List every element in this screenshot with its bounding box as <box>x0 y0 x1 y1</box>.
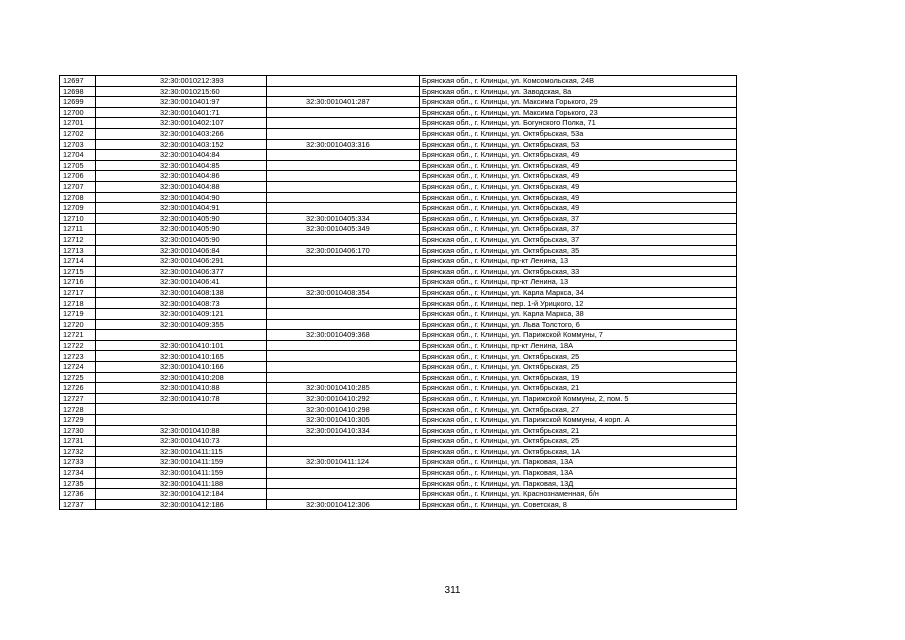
row-number-cell: 12697 <box>60 76 96 87</box>
row-number-cell: 12703 <box>60 139 96 150</box>
table-row <box>60 213 737 224</box>
address-cell: Брянская обл., г. Клинцы, пр-кт Ленина, 13 <box>420 277 737 288</box>
cadastral-number-parcel-cell: 32:30:0010401:97 <box>96 97 267 108</box>
cadastral-number-building-cell <box>267 160 420 171</box>
table-row <box>60 404 737 415</box>
address-cell: Брянская обл., г. Клинцы, ул. Октябрьская, 49 <box>420 160 737 171</box>
row-number-cell: 12716 <box>60 277 96 288</box>
row-number-cell: 12708 <box>60 192 96 203</box>
cadastral-number-parcel-cell: 32:30:0010409:355 <box>96 319 267 330</box>
cadastral-number-parcel-cell: 32:30:0010215:60 <box>96 86 267 97</box>
cadastral-number-building-cell: 32:30:0010405:349 <box>267 224 420 235</box>
cadastral-number-building-cell: 32:30:0010408:354 <box>267 287 420 298</box>
table-row <box>60 86 737 97</box>
cadastral-number-parcel-cell: 32:30:0010410:165 <box>96 351 267 362</box>
page-number: 311 <box>444 585 461 596</box>
address-cell: Брянская обл., г. Клинцы, ул. Октябрьская, 49 <box>420 203 737 214</box>
cadastral-number-building-cell <box>267 277 420 288</box>
cadastral-number-parcel-cell: 32:30:0010404:88 <box>96 181 267 192</box>
cadastral-number-parcel-cell: 32:30:0010403:152 <box>96 139 267 150</box>
address-cell: Брянская обл., г. Клинцы, ул. Октябрьская, 25 <box>420 362 737 373</box>
address-cell: Брянская обл., г. Клинцы, ул. Комсомольская, 24В <box>420 76 737 87</box>
table-row <box>60 457 737 468</box>
table-row <box>60 467 737 478</box>
row-number-cell: 12733 <box>60 457 96 468</box>
row-number-cell: 12725 <box>60 372 96 383</box>
row-number-cell: 12711 <box>60 224 96 235</box>
row-number-cell: 12704 <box>60 150 96 161</box>
address-cell: Брянская обл., г. Клинцы, ул. Карла Маркса, 38 <box>420 309 737 320</box>
row-number-cell: 12734 <box>60 467 96 478</box>
cadastral-number-building-cell: 32:30:0010410:334 <box>267 425 420 436</box>
row-number-cell: 12705 <box>60 160 96 171</box>
table-row <box>60 298 737 309</box>
address-cell: Брянская обл., г. Клинцы, ул. Парковая, 13А <box>420 457 737 468</box>
cadastral-number-building-cell <box>267 478 420 489</box>
row-number-cell: 12730 <box>60 425 96 436</box>
cadastral-number-building-cell <box>267 340 420 351</box>
table-row <box>60 171 737 182</box>
address-cell: Брянская обл., г. Клинцы, ул. Парижской Коммуны, 7 <box>420 330 737 341</box>
row-number-cell: 12723 <box>60 351 96 362</box>
address-cell: Брянская обл., г. Клинцы, ул. Октябрьская, 49 <box>420 150 737 161</box>
cadastral-number-parcel-cell: 32:30:0010410:78 <box>96 393 267 404</box>
address-cell: Брянская обл., г. Клинцы, ул. Октябрьская, 35 <box>420 245 737 256</box>
table-row <box>60 351 737 362</box>
address-cell: Брянская обл., г. Клинцы, ул. Октябрьская, 19 <box>420 372 737 383</box>
table-row <box>60 436 737 447</box>
table-row <box>60 118 737 129</box>
row-number-cell: 12726 <box>60 383 96 394</box>
address-cell: Брянская обл., г. Клинцы, пр-кт Ленина, 13 <box>420 256 737 267</box>
cadastral-number-building-cell <box>267 266 420 277</box>
cadastral-number-building-cell <box>267 181 420 192</box>
address-cell: Брянская обл., г. Клинцы, ул. Карла Маркса, 34 <box>420 287 737 298</box>
address-cell: Брянская обл., г. Клинцы, ул. Краснознаменная, б/н <box>420 489 737 500</box>
table-row <box>60 319 737 330</box>
address-cell: Брянская обл., г. Клинцы, ул. Октябрьская, 1А <box>420 446 737 457</box>
table-row <box>60 139 737 150</box>
cadastral-number-building-cell <box>267 319 420 330</box>
address-cell: Брянская обл., г. Клинцы, ул. Богунского Полка, 71 <box>420 118 737 129</box>
row-number-cell: 12728 <box>60 404 96 415</box>
cadastral-number-building-cell: 32:30:0010410:305 <box>267 415 420 426</box>
address-cell: Брянская обл., г. Клинцы, ул. Льва Толстого, 6 <box>420 319 737 330</box>
address-cell: Брянская обл., г. Клинцы, ул. Октябрьская, 21 <box>420 425 737 436</box>
table-row <box>60 245 737 256</box>
table-row <box>60 330 737 341</box>
row-number-cell: 12709 <box>60 203 96 214</box>
cadastral-number-parcel-cell: 32:30:0010410:101 <box>96 340 267 351</box>
table-row <box>60 97 737 108</box>
address-cell: Брянская обл., г. Клинцы, ул. Октябрьская, 53а <box>420 128 737 139</box>
table-row <box>60 181 737 192</box>
cadastral-number-building-cell <box>267 150 420 161</box>
cadastral-number-parcel-cell: 32:30:0010404:86 <box>96 171 267 182</box>
address-cell: Брянская обл., г. Клинцы, ул. Парижской Коммуны, 2, пом. 5 <box>420 393 737 404</box>
cadastral-number-building-cell <box>267 192 420 203</box>
cadastral-number-building-cell <box>267 203 420 214</box>
cadastral-number-parcel-cell: 32:30:0010408:73 <box>96 298 267 309</box>
cadastral-number-parcel-cell: 32:30:0010404:84 <box>96 150 267 161</box>
row-number-cell: 12731 <box>60 436 96 447</box>
cadastral-number-building-cell: 32:30:0010412:306 <box>267 499 420 510</box>
cadastral-number-parcel-cell: 32:30:0010412:186 <box>96 499 267 510</box>
table-row <box>60 160 737 171</box>
cadastral-number-building-cell: 32:30:0010405:334 <box>267 213 420 224</box>
address-cell: Брянская обл., г. Клинцы, ул. Октябрьская, 37 <box>420 224 737 235</box>
cadastral-number-building-cell: 32:30:0010410:298 <box>267 404 420 415</box>
cadastral-number-parcel-cell: 32:30:0010401:71 <box>96 107 267 118</box>
row-number-cell: 12720 <box>60 319 96 330</box>
cadastral-number-building-cell <box>267 128 420 139</box>
cadastral-number-building-cell <box>267 298 420 309</box>
address-cell: Брянская обл., г. Клинцы, ул. Парковая, 13А <box>420 467 737 478</box>
cadastral-number-parcel-cell: 32:30:0010404:85 <box>96 160 267 171</box>
cadastral-number-building-cell <box>267 309 420 320</box>
row-number-cell: 12722 <box>60 340 96 351</box>
table-row <box>60 372 737 383</box>
address-cell: Брянская обл., г. Клинцы, ул. Октябрьская, 49 <box>420 192 737 203</box>
cadastral-number-building-cell <box>267 76 420 87</box>
cadastral-number-building-cell <box>267 362 420 373</box>
address-cell: Брянская обл., г. Клинцы, ул. Октябрьская, 33 <box>420 266 737 277</box>
row-number-cell: 12714 <box>60 256 96 267</box>
table-row <box>60 383 737 394</box>
row-number-cell: 12718 <box>60 298 96 309</box>
row-number-cell: 12717 <box>60 287 96 298</box>
table-row <box>60 499 737 510</box>
table-row <box>60 362 737 373</box>
row-number-cell: 12710 <box>60 213 96 224</box>
table-row <box>60 224 737 235</box>
cadastral-number-parcel-cell: 32:30:0010410:73 <box>96 436 267 447</box>
cadastral-number-parcel-cell: 32:30:0010406:84 <box>96 245 267 256</box>
address-cell: Брянская обл., г. Клинцы, ул. Октябрьская, 37 <box>420 213 737 224</box>
cadastral-number-building-cell <box>267 489 420 500</box>
cadastral-number-parcel-cell: 32:30:0010410:88 <box>96 383 267 394</box>
cadastral-number-parcel-cell: 32:30:0010409:121 <box>96 309 267 320</box>
cadastral-number-building-cell <box>267 351 420 362</box>
address-cell: Брянская обл., г. Клинцы, ул. Октябрьская, 53 <box>420 139 737 150</box>
registry-table <box>59 75 737 510</box>
cadastral-number-building-cell: 32:30:0010403:316 <box>267 139 420 150</box>
cadastral-number-parcel-cell: 32:30:0010404:90 <box>96 192 267 203</box>
cadastral-number-building-cell <box>267 436 420 447</box>
table-row <box>60 340 737 351</box>
table-row <box>60 309 737 320</box>
address-cell: Брянская обл., г. Клинцы, ул. Октябрьская, 25 <box>420 351 737 362</box>
row-number-cell: 12732 <box>60 446 96 457</box>
cadastral-number-building-cell: 32:30:0010409:368 <box>267 330 420 341</box>
row-number-cell: 12727 <box>60 393 96 404</box>
cadastral-number-building-cell: 32:30:0010410:292 <box>267 393 420 404</box>
cadastral-number-parcel-cell: 32:30:0010406:291 <box>96 256 267 267</box>
row-number-cell: 12699 <box>60 97 96 108</box>
row-number-cell: 12707 <box>60 181 96 192</box>
cadastral-number-building-cell: 32:30:0010406:170 <box>267 245 420 256</box>
cadastral-number-parcel-cell: 32:30:0010410:88 <box>96 425 267 436</box>
row-number-cell: 12712 <box>60 234 96 245</box>
table-row <box>60 287 737 298</box>
cadastral-number-building-cell <box>267 171 420 182</box>
table-row <box>60 425 737 436</box>
cadastral-number-parcel-cell: 32:30:0010410:208 <box>96 372 267 383</box>
row-number-cell: 12729 <box>60 415 96 426</box>
row-number-cell: 12735 <box>60 478 96 489</box>
row-number-cell: 12706 <box>60 171 96 182</box>
table-row <box>60 478 737 489</box>
row-number-cell: 12736 <box>60 489 96 500</box>
address-cell: Брянская обл., г. Клинцы, ул. Октябрьская, 49 <box>420 171 737 182</box>
address-cell: Брянская обл., г. Клинцы, ул. Максима Горького, 29 <box>420 97 737 108</box>
cadastral-number-parcel-cell: 32:30:0010411:159 <box>96 457 267 468</box>
table-row <box>60 128 737 139</box>
cadastral-number-parcel-cell: 32:30:0010410:166 <box>96 362 267 373</box>
cadastral-number-building-cell <box>267 372 420 383</box>
table-row <box>60 489 737 500</box>
cadastral-number-parcel-cell <box>96 330 267 341</box>
cadastral-number-parcel-cell: 32:30:0010405:90 <box>96 234 267 245</box>
cadastral-number-parcel-cell: 32:30:0010411:115 <box>96 446 267 457</box>
row-number-cell: 12719 <box>60 309 96 320</box>
table-row <box>60 277 737 288</box>
row-number-cell: 12698 <box>60 86 96 97</box>
cadastral-number-building-cell: 32:30:0010401:287 <box>267 97 420 108</box>
address-cell: Брянская обл., г. Клинцы, ул. Заводская, 8а <box>420 86 737 97</box>
cadastral-number-parcel-cell: 32:30:0010406:41 <box>96 277 267 288</box>
cadastral-number-parcel-cell: 32:30:0010403:266 <box>96 128 267 139</box>
cadastral-number-parcel-cell: 32:30:0010404:91 <box>96 203 267 214</box>
cadastral-number-building-cell <box>267 446 420 457</box>
address-cell: Брянская обл., г. Клинцы, ул. Парижской Коммуны, 4 корп. А <box>420 415 737 426</box>
table-row <box>60 393 737 404</box>
registry-table-body <box>60 76 737 510</box>
table-row <box>60 266 737 277</box>
table-row <box>60 234 737 245</box>
row-number-cell: 12724 <box>60 362 96 373</box>
row-number-cell: 12715 <box>60 266 96 277</box>
table-row <box>60 415 737 426</box>
row-number-cell: 12721 <box>60 330 96 341</box>
cadastral-number-parcel-cell: 32:30:0010405:90 <box>96 213 267 224</box>
cadastral-number-parcel-cell: 32:30:0010408:138 <box>96 287 267 298</box>
cadastral-number-parcel-cell: 32:30:0010212:393 <box>96 76 267 87</box>
address-cell: Брянская обл., г. Клинцы, пер. 1-й Урицкого, 12 <box>420 298 737 309</box>
address-cell: Брянская обл., г. Клинцы, ул. Октябрьская, 49 <box>420 181 737 192</box>
table-row <box>60 203 737 214</box>
cadastral-number-parcel-cell <box>96 404 267 415</box>
cadastral-number-building-cell <box>267 234 420 245</box>
cadastral-number-parcel-cell: 32:30:0010406:377 <box>96 266 267 277</box>
address-cell: Брянская обл., г. Клинцы, пр-кт Ленина, 18А <box>420 340 737 351</box>
cadastral-number-building-cell: 32:30:0010410:285 <box>267 383 420 394</box>
cadastral-number-parcel-cell <box>96 415 267 426</box>
cadastral-number-building-cell <box>267 467 420 478</box>
address-cell: Брянская обл., г. Клинцы, ул. Октябрьская, 37 <box>420 234 737 245</box>
cadastral-number-building-cell <box>267 86 420 97</box>
row-number-cell: 12702 <box>60 128 96 139</box>
address-cell: Брянская обл., г. Клинцы, ул. Октябрьская, 25 <box>420 436 737 447</box>
address-cell: Брянская обл., г. Клинцы, ул. Парковая, 13Д <box>420 478 737 489</box>
row-number-cell: 12701 <box>60 118 96 129</box>
address-cell: Брянская обл., г. Клинцы, ул. Максима Горького, 23 <box>420 107 737 118</box>
cadastral-number-parcel-cell: 32:30:0010411:188 <box>96 478 267 489</box>
row-number-cell: 12713 <box>60 245 96 256</box>
cadastral-number-parcel-cell: 32:30:0010405:90 <box>96 224 267 235</box>
table-row <box>60 446 737 457</box>
table-row <box>60 150 737 161</box>
table-row <box>60 256 737 267</box>
cadastral-number-building-cell <box>267 107 420 118</box>
cadastral-number-parcel-cell: 32:30:0010402:107 <box>96 118 267 129</box>
table-row <box>60 192 737 203</box>
cadastral-number-building-cell <box>267 256 420 267</box>
address-cell: Брянская обл., г. Клинцы, ул. Советская, 8 <box>420 499 737 510</box>
address-cell: Брянская обл., г. Клинцы, ул. Октябрьская, 27 <box>420 404 737 415</box>
cadastral-number-parcel-cell: 32:30:0010412:184 <box>96 489 267 500</box>
row-number-cell: 12700 <box>60 107 96 118</box>
cadastral-number-building-cell: 32:30:0010411:124 <box>267 457 420 468</box>
address-cell: Брянская обл., г. Клинцы, ул. Октябрьская, 21 <box>420 383 737 394</box>
row-number-cell: 12737 <box>60 499 96 510</box>
cadastral-number-parcel-cell: 32:30:0010411:159 <box>96 467 267 478</box>
table-row <box>60 76 737 87</box>
cadastral-number-building-cell <box>267 118 420 129</box>
table-row <box>60 107 737 118</box>
